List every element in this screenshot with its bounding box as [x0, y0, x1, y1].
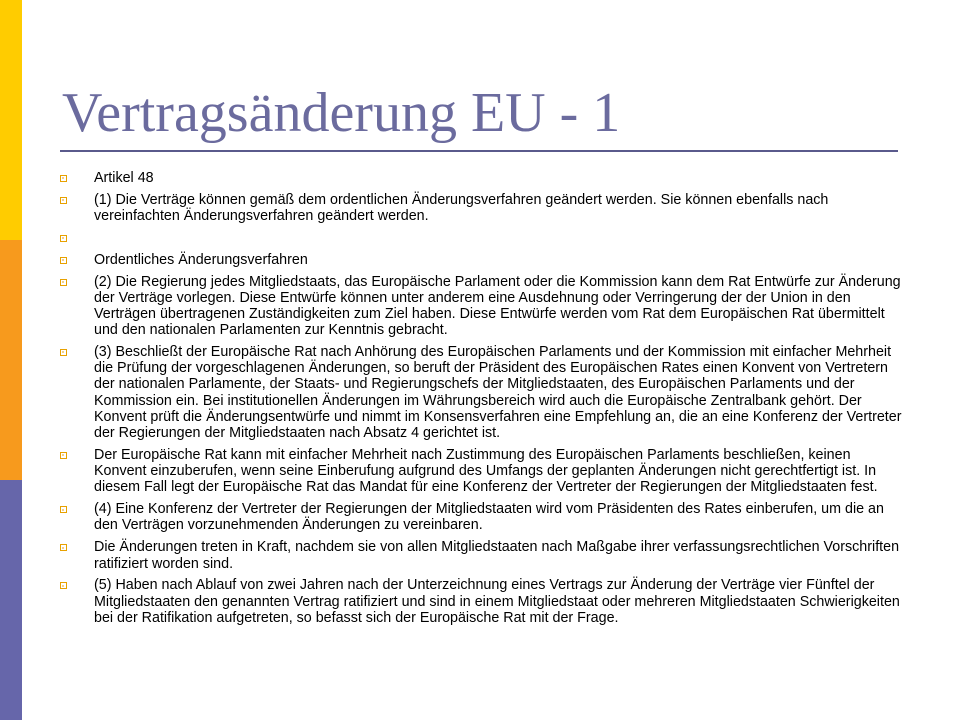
list-item	[58, 274, 902, 339]
square-bullet-icon	[60, 582, 67, 589]
list-item	[58, 230, 902, 246]
list-item	[58, 501, 902, 533]
square-bullet-icon	[60, 544, 67, 551]
sidebar-stripe-yellow	[0, 0, 22, 240]
square-bullet-icon	[60, 452, 67, 459]
list-item-text: Artikel 48	[94, 170, 154, 186]
list-item-text: (3) Beschließt der Europäische Rat nach Anhörung des Europäischen Parlaments und der Kommission mit einfacher Mehrheit die Prüfung der vorgeschlagenen Änderungen, so beruft der Präsident des Europäischen Rates einen Konvent von Vertretern der nationalen Parlamente, der Staats- und Regierungschefs der Mitgliedstaaten, des Europäischen Parlaments und der Kommission ein. Bei institutionellen Änderungen im Währungsbereich wird auch die Europäische Zentralbank gehört. Der Konvent prüft die Änderungsentwürfe und nimmt im Konsensverfahren eine Empfehlung an, die an eine Konferenz der Vertreter der Regierungen der Mitgliedstaaten nach Absatz 4 gerichtet ist.	[94, 344, 902, 442]
list-item-text: Ordentliches Änderungsverfahren	[94, 251, 308, 268]
title-divider	[60, 150, 898, 152]
list-item-text: Die Änderungen treten in Kraft, nachdem sie von allen Mitgliedstaaten nach Maßgabe ihrer verfassungsrechtlichen Vorschriften ratifiziert worden sind.	[94, 539, 900, 572]
list-item	[58, 539, 902, 571]
list-item	[58, 252, 902, 268]
list-item-text: (5) Haben nach Ablauf von zwei Jahren nach der Unterzeichnung eines Vertrags zur Änderung der Verträge vier Fünftel der Mitgliedstaaten den genannten Vertrag ratifiziert und sind in einem Mitgliedstaat oder mehreren Mitgliedstaaten Schwierigkeiten bei der Ratifikation aufgetreten, so befasst sich der Europäische Rat mit der Frage.	[94, 577, 900, 626]
sidebar-stripe-purple	[0, 480, 22, 720]
list-item	[58, 170, 902, 186]
decorative-sidebar	[0, 0, 22, 720]
list-item-text: (4) Eine Konferenz der Vertreter der Regierungen der Mitgliedstaaten wird vom Präsidenten des Rates einberufen, um die an den Verträgen vorzunehmenden Änderungen zu vereinbaren.	[94, 501, 884, 534]
square-bullet-icon	[60, 279, 67, 286]
bullet-list	[58, 170, 902, 632]
list-item	[58, 577, 902, 626]
square-bullet-icon	[60, 175, 67, 182]
square-bullet-icon	[60, 506, 67, 513]
list-item	[58, 447, 902, 496]
slide-title: Vertragsänderung EU - 1	[62, 82, 621, 144]
sidebar-stripe-orange	[0, 240, 22, 480]
list-item-text: (1) Die Verträge können gemäß dem ordentlichen Änderungsverfahren geändert werden. Sie können ebenfalls nach vereinfachten Änderungsverfahren geändert werden.	[94, 191, 829, 225]
list-item-text: (2) Die Regierung jedes Mitgliedstaats, das Europäische Parlament oder die Kommission kann dem Rat Entwürfe zur Änderung der Verträge vorlegen. Diese Entwürfe können unter anderem eine Ausdehnung oder Verringerung der der Union in den Verträgen übertragenen Zuständigkeiten zum Ziel haben. Diese Entwürfe werden vom Rat dem Europäischen Rat übermittelt und den nationalen Parlamenten zur Kenntnis gebracht.	[94, 273, 901, 339]
list-item	[58, 344, 902, 441]
list-item	[58, 192, 902, 224]
square-bullet-icon	[60, 235, 67, 242]
square-bullet-icon	[60, 349, 67, 356]
square-bullet-icon	[60, 257, 67, 264]
list-item-text: Der Europäische Rat kann mit einfacher Mehrheit nach Zustimmung des Europäischen Parlaments beschließen, keinen Konvent einzuberufen, wenn seine Einberufung aufgrund des Umfangs der geplanten Änderungen nicht gerechtfertigt ist. In diesem Fall legt der Europäische Rat das Mandat für eine Konferenz der Vertreter der Regierungen der Mitgliedstaaten fest.	[94, 446, 878, 496]
square-bullet-icon	[60, 197, 67, 204]
